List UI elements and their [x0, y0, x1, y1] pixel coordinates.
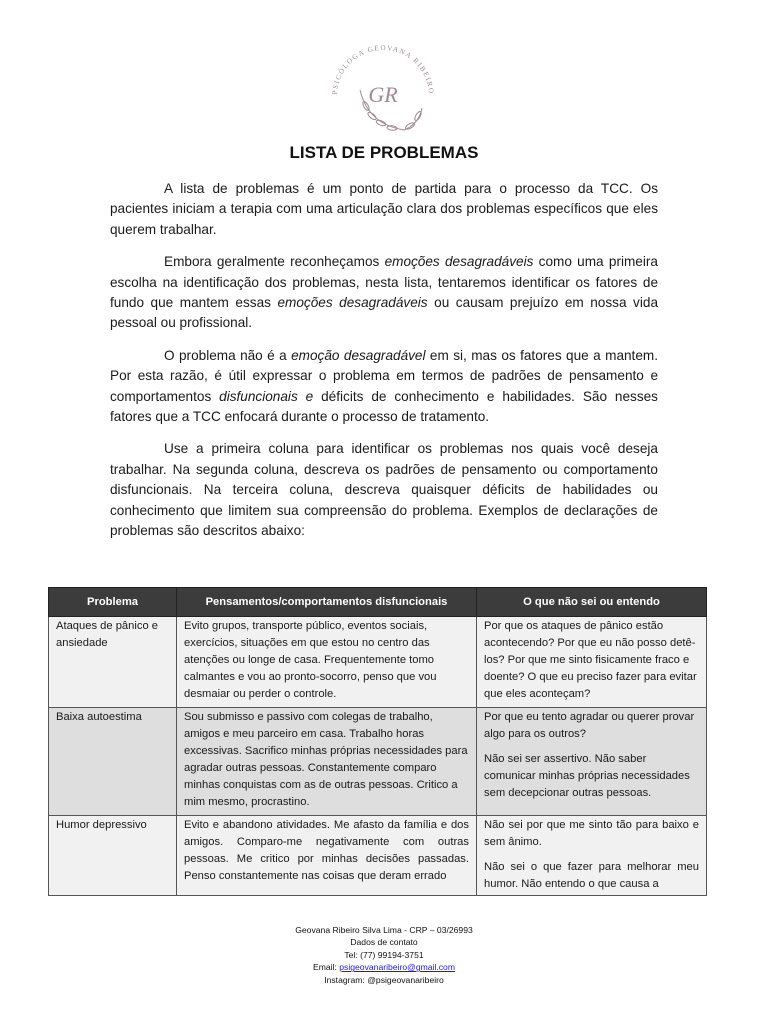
- column-header-thoughts: Pensamentos/comportamentos disfuncionais: [177, 588, 477, 617]
- table-row: [49, 617, 707, 708]
- cell-clip: Humor depressivo: [56, 819, 147, 831]
- table-header-row: [49, 588, 707, 617]
- page-title: LISTA DE PROBLEMAS: [289, 143, 479, 162]
- unknown-cell: [477, 708, 707, 816]
- column-header-unknown: O que não sei ou entendo: [477, 588, 707, 617]
- unknown-text: Por que eu tento agradar ou querer provar algo para os outros?: [484, 711, 695, 740]
- footer-email-line: [0, 961, 768, 973]
- footer-instagram: Instagram: @psigeovanaribeiro: [324, 974, 444, 985]
- footer-phone: Tel: (77) 99194-3751: [344, 949, 424, 960]
- unknown-text: Não sei ser assertivo. Não saber comunicar minhas próprias necessidades sem decepcionar outras pessoas.: [484, 753, 690, 799]
- emphasis-text: disfuncionais e: [219, 388, 314, 404]
- footer-email-link[interactable]: psigeovanaribeiro@gmail.com: [339, 962, 455, 973]
- text-span: déficits de conhecimento e habilidades. São nesses fatores que a TCC enfocará durante o processo de tratamento.: [110, 388, 658, 425]
- column-header-problem: Problema: [49, 588, 177, 617]
- emphasis-text: emoções desagradáveis: [277, 295, 428, 311]
- text-span: Embora geralmente reconheçamos: [164, 254, 385, 270]
- logo-arc-text: PSICÓLOGA GEOVANA RIBEIRO: [330, 44, 436, 95]
- paragraph-factors: [110, 346, 658, 428]
- footer-email-label: Email:: [313, 962, 340, 973]
- footer-name: Geovana Ribeiro Silva Lima - CRP – 03/26993: [295, 925, 473, 935]
- emphasis-text: emoção desagradável: [291, 347, 426, 363]
- brand-logo: [324, 44, 442, 140]
- unknown-text: Não sei por que me sinto tão para baixo e sem ânimo.: [484, 819, 699, 848]
- text-span: como uma primeira escolha na identificação dos problemas, nesta lista, tentaremos identificar os fatores de fundo que mantem essas: [110, 254, 658, 311]
- text-span: ou causam prejuízo em nossa vida pessoal ou profissional.: [110, 295, 658, 331]
- text-span: em si, mas os fatores que a mantem. Por esta razão, é útil expressar o problema em termos de padrões de pensamento e comportamentos: [110, 347, 658, 404]
- emphasis-text: emoções desagradáveis: [384, 254, 534, 270]
- text-span: O problema não é a: [164, 347, 292, 363]
- unknown-cell: [477, 617, 707, 708]
- problems-table: [48, 587, 707, 896]
- cell-clip: [484, 817, 699, 891]
- unknown-text: Por que os ataques de pânico estão acontecendo? Por que eu não posso detê-los? Por que me sinto fisicamente fraco e doente? O que eu preciso fazer para evitar que eles aconteçam?: [484, 620, 697, 700]
- paragraph-emotions: [110, 252, 658, 334]
- problem-cell: [49, 816, 177, 896]
- paragraph-instructions: Use a primeira coluna para identificar os problemas nos quais você deseja trabalhar. Na segunda coluna, descreva os padrões de pensamento ou comportamento disfuncionais. Na terceira coluna, descreva quaisquer déficits de habilidades ou conhecimento que limitem sua compreensão do problema. Exemplos de declarações de problemas são descritos abaixo:: [110, 441, 658, 539]
- logo-monogram: GR: [368, 82, 398, 107]
- thoughts-cell: [177, 816, 477, 896]
- paragraph-intro: A lista de problemas é um ponto de partida para o processo da TCC. Os pacientes iniciam a terapia com uma articulação clara dos problemas específicos que eles querem trabalhar.: [110, 181, 658, 237]
- problem-cell: Baixa autoestima: [49, 708, 177, 816]
- page-footer: [0, 924, 768, 986]
- unknown-text: Não sei o que fazer para melhorar meu humor. Não entendo o que causa a: [484, 861, 699, 890]
- unknown-cell: [477, 816, 707, 896]
- thoughts-cell: Evito grupos, transporte público, eventos sociais, exercícios, situações em que estou no centro das atenções ou longe de casa. Frequentemente tomo calmantes e vou ao pronto-socorro, penso que vou desmaiar ou perder o controle.: [177, 617, 477, 708]
- table-row: [49, 708, 707, 816]
- intro-text: [110, 179, 658, 554]
- cell-clip: Evito e abandono atividades. Me afasto da família e dos amigos. Comparo-me negativamente com outras pessoas. Me critico por minhas decisões passadas. Penso constantemente nas coisas que deram errado: [184, 819, 469, 882]
- problem-cell: Ataques de pânico e ansiedade: [49, 617, 177, 708]
- thoughts-cell: Sou submisso e passivo com colegas de trabalho, amigos e meu parceiro em casa. Trabalho horas excessivas. Sacrifico minhas próprias necessidades para agradar outras pessoas. Constantemente comparo minhas conquistas com as de outras pessoas. Critico a mim mesmo, procrastino.: [177, 708, 477, 816]
- footer-contact-label: Dados de contato: [350, 937, 418, 948]
- table-row: [49, 816, 707, 896]
